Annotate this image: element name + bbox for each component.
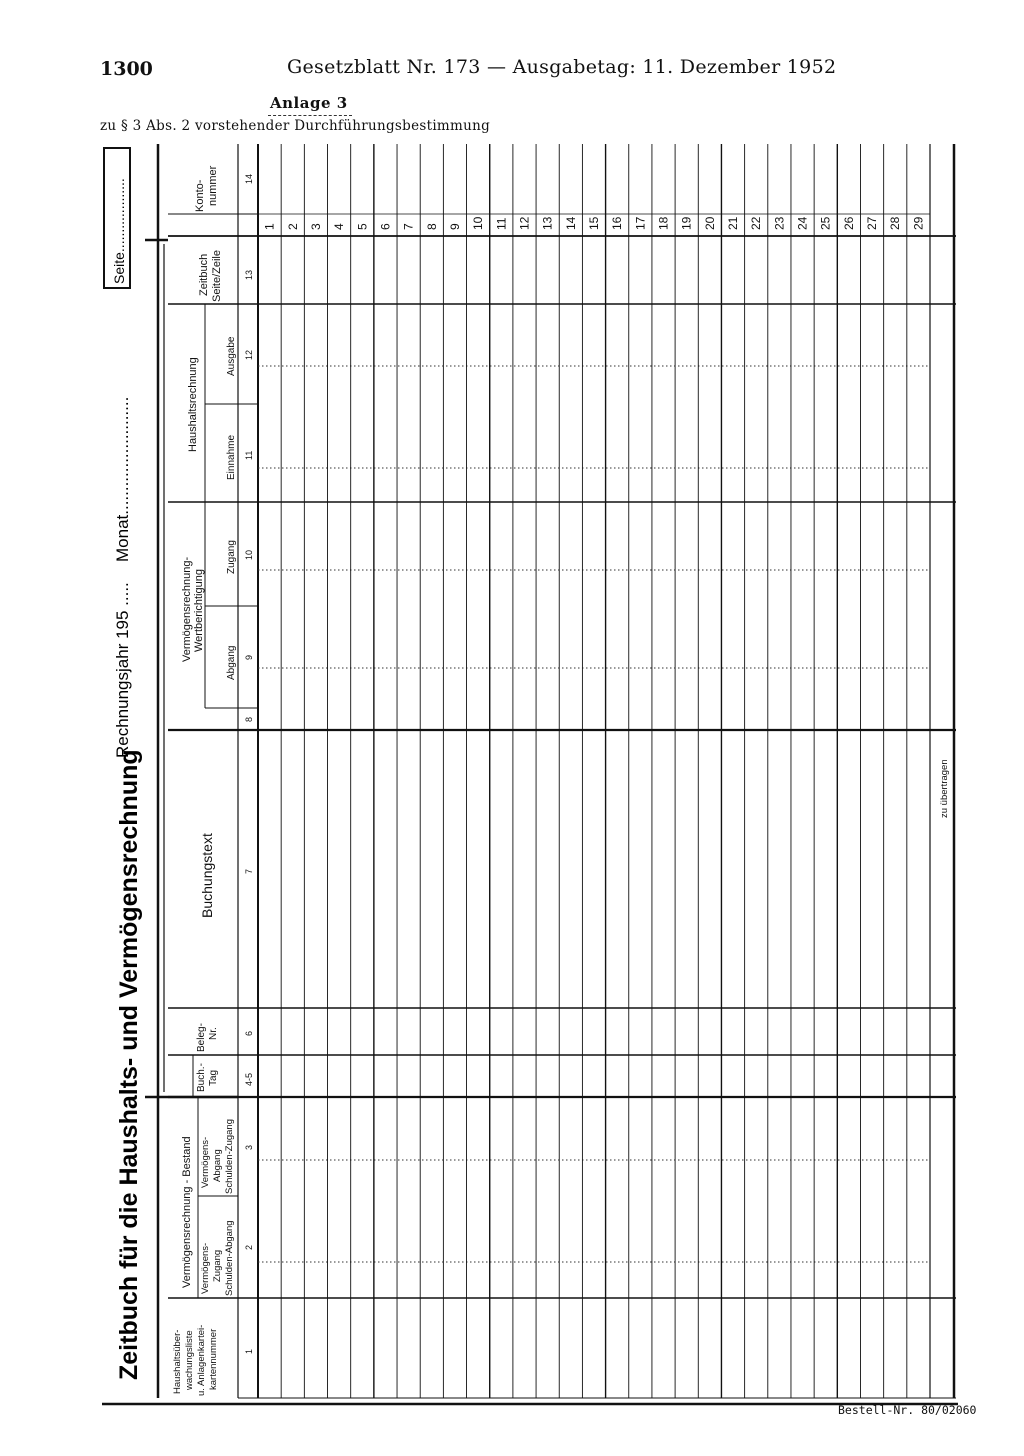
col14-label-1: Konto- [194, 179, 206, 212]
row-number: 17 [633, 216, 648, 230]
row-number: 3 [308, 223, 323, 230]
row-number: 6 [378, 223, 393, 230]
row-number: 14 [563, 216, 578, 230]
row-number: 15 [587, 216, 601, 230]
row-number: 26 [841, 216, 856, 230]
page-label: Seite................... [111, 178, 127, 284]
row-number: 16 [610, 216, 625, 230]
col9-label: Abgang [226, 645, 237, 680]
col10-num: 10 [244, 549, 254, 560]
row-number: 8 [424, 223, 439, 230]
row-number: 27 [865, 216, 880, 230]
col3-label-3: Schulden-Zugang [224, 1119, 235, 1194]
col6-label-1: Beleg- [196, 1023, 207, 1052]
row-number: 19 [679, 216, 694, 230]
gazette-line: Gesetzblatt Nr. 173 — Ausgabetag: 11. Dezember 1952 [287, 56, 837, 78]
row-number: 22 [749, 216, 764, 230]
ledger-row-numbers [263, 216, 926, 230]
col13-label-2: Seite/Zeile [211, 250, 223, 302]
col7-num: 7 [244, 868, 254, 874]
row-number: 20 [702, 216, 717, 230]
col2-label-3: Schulden-Abgang [224, 1220, 235, 1296]
col11-label: Einnahme [226, 434, 237, 480]
row-number: 12 [517, 216, 532, 230]
col1-num: 1 [244, 1348, 254, 1354]
ledger-row-lines [258, 144, 930, 1398]
row-number: 9 [447, 223, 462, 230]
row-number: 13 [540, 216, 555, 230]
row-number: 7 [401, 223, 416, 230]
col1-label-4: kartennummer [208, 1328, 219, 1390]
row-number: 1 [262, 223, 277, 230]
haushalt-group-label: Haushaltsrechnung [187, 357, 199, 452]
col7-label: Buchungstext [199, 833, 215, 918]
col1-label-2: wachungsliste [184, 1330, 195, 1390]
row-number: 18 [656, 216, 671, 230]
col45-label-2: Tag [208, 1069, 219, 1086]
dotted-guides [258, 366, 930, 1262]
col13-label-1: Zeitbuch [198, 253, 210, 296]
wert-group-label-1: Vermögensrechnung- [181, 556, 193, 662]
col2-label-1: Vermögens- [200, 1242, 211, 1294]
row-number: 11 [494, 217, 509, 230]
page-number: 1300 [100, 58, 153, 80]
col2-label-2: Zugang [212, 1249, 223, 1282]
row-number: 10 [471, 216, 486, 230]
col3-label-1: Vermögens- [200, 1136, 211, 1188]
col3-num: 3 [244, 1144, 254, 1150]
row-number: 5 [355, 223, 370, 230]
row-number: 23 [772, 216, 787, 230]
order-number: Bestell-Nr. 80/02060 [838, 1403, 977, 1417]
col12-label: Ausgabe [226, 336, 237, 376]
col12-num: 12 [244, 349, 254, 360]
col2-num: 2 [244, 1244, 254, 1250]
col6-num: 6 [244, 1030, 254, 1036]
col1-label-1: Haushaltsüber- [172, 1329, 183, 1394]
reference-line: zu § 3 Abs. 2 vorstehender Durchführungsbestimmung [100, 118, 491, 134]
col10-label: Zugang [226, 540, 237, 574]
col14-label-2: nummer [207, 165, 219, 206]
row-number: 24 [795, 216, 810, 230]
col13-num: 13 [244, 269, 254, 280]
col6-label-2: Nr. [208, 1027, 219, 1040]
wert-group-label-2: Wertberichtigung [193, 569, 205, 652]
col3-label-2: Abgang [212, 1149, 223, 1182]
row-number: 4 [332, 223, 347, 230]
row-number: 29 [911, 216, 926, 230]
form-title: Zeitbuch für die Haushalts- und Vermögensrechnung [115, 749, 143, 1380]
row-number: 25 [818, 216, 833, 230]
col45-num: 4-5 [244, 1072, 254, 1086]
col8-num: 8 [244, 716, 254, 722]
annex-label: Anlage 3 [270, 94, 348, 112]
row-number: 2 [285, 223, 300, 230]
carry-over-label: zu übertragen [939, 759, 950, 818]
row-number: 21 [726, 216, 741, 230]
col1-label-3: u. Anlagenkartei- [196, 1324, 207, 1396]
month-label: Monat......................... [113, 396, 132, 562]
year-label: Rechnungsjahr 195 ..... [113, 582, 132, 758]
col11-num: 11 [244, 450, 254, 460]
column-headers [172, 165, 950, 1396]
col9-num: 9 [244, 654, 254, 660]
col45-label-1: Buch.- [196, 1063, 207, 1092]
col14-num: 14 [244, 173, 254, 184]
row-number: 28 [888, 216, 903, 230]
bestand-group-label: Vermögensrechnung - Bestand [181, 1136, 193, 1288]
